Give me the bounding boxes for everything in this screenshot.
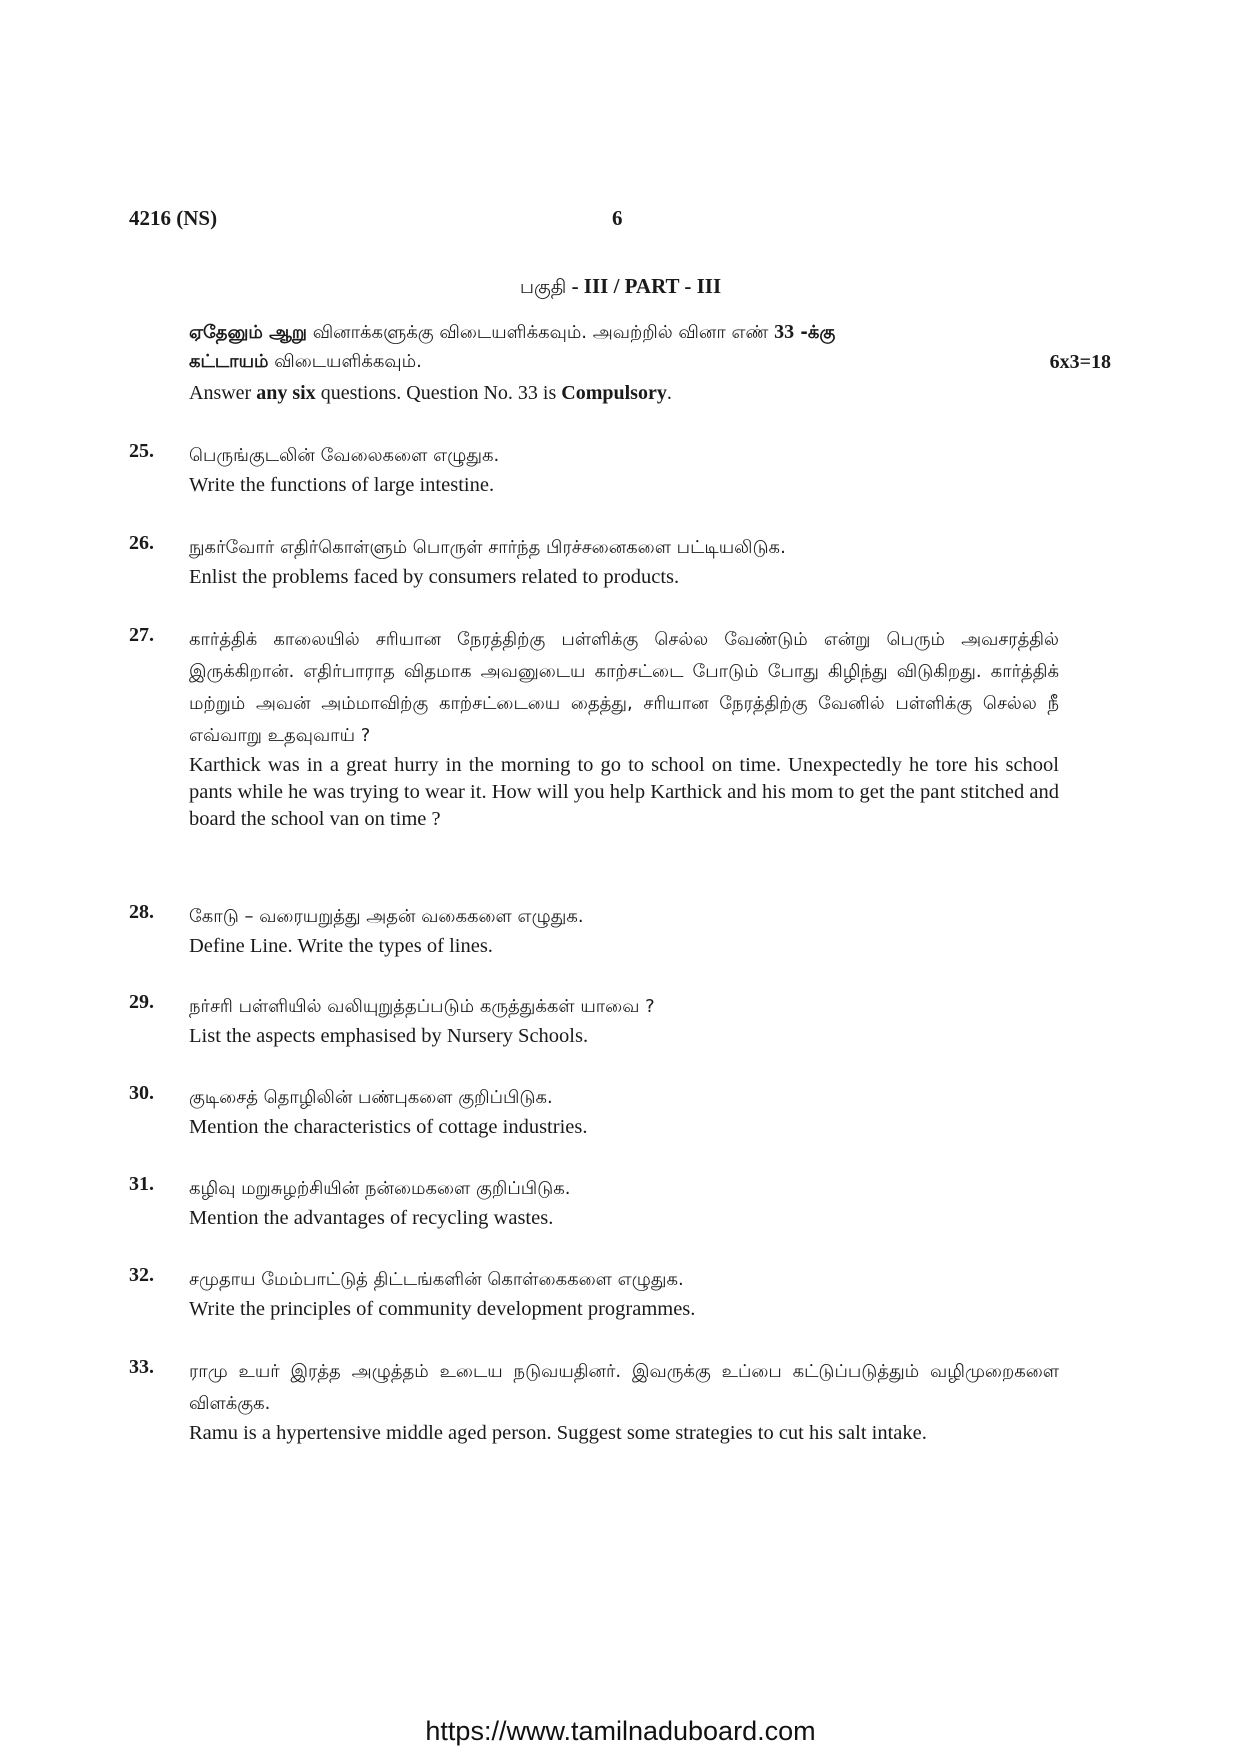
instr-en-bold-2: Compulsory (561, 382, 667, 404)
question-number: 31. (129, 1173, 154, 1195)
question-english: Enlist the problems faced by consumers related to products. (189, 566, 680, 588)
question-english: Write the functions of large intestine. (189, 474, 495, 496)
instructions-english (189, 379, 1119, 407)
instr-en-2: questions. Question No. 33 is (315, 382, 562, 404)
question-tamil: குடிசைத் தொழிலின் பண்புகளை குறிப்பிடுக. (189, 1087, 553, 1108)
instr-tamil-bold-2: -க்கு (794, 322, 836, 343)
question-number: 27. (129, 624, 154, 646)
instr-tamil-text-1: வினாக்களுக்கு விடையளிக்கவும். அவற்றில் வினா எண் (306, 322, 775, 343)
part-title-tamil: பகுதி (519, 276, 567, 298)
question-tamil: கோடு – வரையறுத்து அதன் வகைகளை எழுதுக. (189, 906, 584, 927)
question-body (189, 901, 1059, 960)
question-english: Mention the advantages of recycling wastes. (189, 1207, 554, 1229)
marks-scheme: 6x3=18 (1049, 351, 1111, 373)
question-number: 25. (129, 440, 154, 462)
instr-tamil-bold-1: ஏதேனும் ஆறு (189, 322, 307, 343)
instr-en-bold-1: any six (256, 382, 316, 404)
question-english: Mention the characteristics of cottage industries. (189, 1116, 588, 1138)
instr-en-1: Answer (189, 382, 257, 404)
question-number: 29. (129, 991, 154, 1013)
part-title (0, 274, 1241, 301)
question-number: 26. (129, 532, 154, 554)
question-number: 30. (129, 1082, 154, 1104)
question-number: 32. (129, 1264, 154, 1286)
question-english: List the aspects emphasised by Nursery Schools. (189, 1025, 589, 1047)
question-tamil: கார்த்திக் காலையில் சரியான நேரத்திற்கு பள்ளிக்கு செல்ல வேண்டும் என்று பெரும் அவசரத்தில் இருக்கிறான். எதிர்பாராத விதமாக அவனுடைய காற்சட்டை போடும் போது கிழிந்து விடுகிறது. கார்த்திக் மற்றும் அவன் அம்மாவிற்கு காற்சட்டையை தைத்து, சரியான நேரத்திற்கு வேனில் பள்ளிக்கு செல்ல நீ எவ்வாறு உதவுவாய் ? (189, 629, 1059, 746)
question-body (189, 532, 1059, 591)
question-body (189, 1264, 1059, 1323)
question-body (189, 1173, 1059, 1232)
question-english: Karthick was in a great hurry in the morning to go to school on time. Unexpectedly he tore his school pants while he was trying to wear it. How will you help Karthick and his mom to get the pant stitched and board the school van on time ? (189, 754, 1059, 830)
question-tamil: நுகர்வோர் எதிர்கொள்ளும் பொருள் சார்ந்த பிரச்சனைகளை பட்டியலிடுக. (189, 537, 786, 558)
question-english: Ramu is a hypertensive middle aged person. Suggest some strategies to cut his salt intake. (189, 1422, 927, 1444)
page-number: 6 (612, 206, 623, 230)
instr-tamil-bold-3: கட்டாயம் (189, 351, 269, 372)
question-body (189, 1082, 1059, 1141)
instructions (189, 318, 1119, 407)
instr-number: 33 (774, 321, 795, 343)
instr-tamil-text-2: விடையளிக்கவும். (268, 351, 422, 372)
question-tamil: சமுதாய மேம்பாட்டுத் திட்டங்களின் கொள்கைகளை எழுதுக. (189, 1269, 684, 1290)
question-body (189, 1356, 1059, 1447)
instr-en-3: . (666, 382, 672, 404)
question-tamil: பெருங்குடலின் வேலைகளை எழுதுக. (189, 445, 500, 466)
question-english: Define Line. Write the types of lines. (189, 935, 493, 957)
question-english: Write the principles of community development programmes. (189, 1298, 696, 1320)
question-number: 33. (129, 1356, 154, 1378)
instructions-tamil-line2 (189, 347, 1119, 376)
paper-code: 4216 (NS) (129, 206, 218, 230)
question-tamil: நர்சரி பள்ளியில் வலியுறுத்தப்படும் கருத்துக்கள் யாவை ? (189, 996, 655, 1017)
question-body (189, 440, 1059, 499)
question-tamil: ராமு உயர் இரத்த அழுத்தம் உடைய நடுவயதினர். இவருக்கு உப்பை கட்டுப்படுத்தும் வழிமுறைகளை விளக்குக. (189, 1361, 1059, 1414)
question-body (189, 624, 1059, 833)
question-body (189, 991, 1059, 1050)
part-title-rest: - III / PART - III (566, 274, 722, 298)
question-tamil: கழிவு மறுசுழற்சியின் நன்மைகளை குறிப்பிடுக. (189, 1178, 571, 1199)
footer-url[interactable]: https://www.tamilnaduboard.com (425, 1716, 816, 1746)
question-number: 28. (129, 901, 154, 923)
instructions-tamil (189, 318, 1119, 347)
